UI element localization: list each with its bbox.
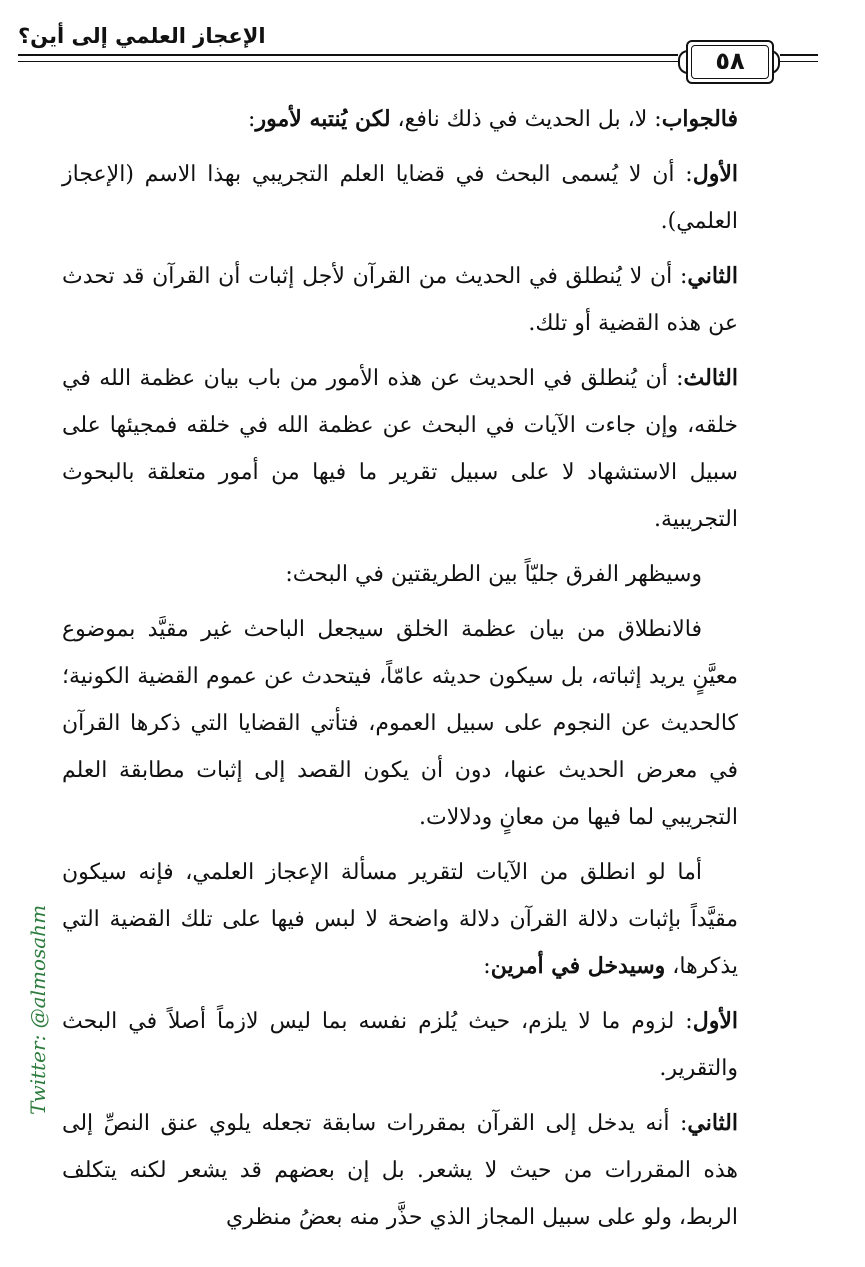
answer-lead: فالجواب xyxy=(661,106,738,132)
two-matters-colon: : xyxy=(483,954,491,979)
header-rule-right-top xyxy=(780,54,818,56)
header-rule-left-top xyxy=(18,54,678,56)
body-text xyxy=(62,96,738,1249)
starting-from-verses-text: أما لو انطلق من الآيات لتقرير مسألة الإعجاز العلمي، فإنه سيكون مقيَّداً بإثبات دلالة القرآن دلالة واضحة لا لبس فيها على تلك القضية التي يذكرها، xyxy=(62,860,738,979)
second-point-lead: الثاني xyxy=(687,263,738,289)
paragraph-first-point xyxy=(62,151,738,245)
paragraph-starting-from-creation xyxy=(62,606,738,841)
difference-intro-text: وسيظهر الفرق جليّاً بين الطريقتين في البحث: xyxy=(285,562,702,587)
header-rule-left-bottom xyxy=(18,61,678,62)
paragraph-answer xyxy=(62,96,738,143)
page-number-box xyxy=(686,40,774,84)
paragraph-second-matter xyxy=(62,1100,738,1241)
starting-from-creation-text: فالانطلاق من بيان عظمة الخلق سيجعل الباحث غير مقيَّد بموضوع معيَّنٍ يريد إثباته، بل سيكون حديثه عامّاً، فيتحدث عن عموم القضية الكونية؛ كالحديث عن النجوم على سبيل العموم، فتأتي القضايا التي ذكرها القرآن في معرض الحديث عنها، دون أن يكون القصد إلى إثبات مطابقة العلم التجريبي لما فيها من معانٍ ودلالات. xyxy=(62,617,738,830)
first-point-text: : أن لا يُسمى البحث في قضايا العلم التجريبي بهذا الاسم (الإعجاز العلمي). xyxy=(62,162,738,234)
third-point-lead: الثالث xyxy=(683,365,738,391)
header-rule-right-bottom xyxy=(780,61,818,62)
answer-emphasis: لكن يُنتبه لأمور xyxy=(255,106,391,132)
first-matter-text: : لزوم ما لا يلزم، حيث يُلزم نفسه بما ليس لازماً أصلاً في البحث والتقرير. xyxy=(62,1009,738,1081)
paragraph-difference-intro xyxy=(62,551,738,598)
running-title: الإعجاز العلمي إلى أين؟ xyxy=(18,24,266,48)
paragraph-first-matter xyxy=(62,998,738,1092)
first-point-lead: الأول xyxy=(692,161,738,187)
answer-text: : لا، بل الحديث في ذلك نافع، xyxy=(390,107,662,132)
answer-colon: : xyxy=(248,107,256,132)
page-number: ٥٨ xyxy=(715,47,745,75)
second-matter-lead: الثاني xyxy=(687,1110,738,1136)
twitter-watermark: Twitter: @almosahm xyxy=(26,904,50,1116)
first-matter-lead: الأول xyxy=(692,1008,738,1034)
two-matters-emphasis: وسيدخل في أمرين xyxy=(490,953,666,979)
paragraph-third-point xyxy=(62,355,738,543)
third-point-text: : أن يُنطلق في الحديث عن هذه الأمور من باب بيان عظمة الله في خلقه، وإن جاءت الآيات في البحث عن عظمة الله في خلقه فمجيئها على سبيل الاستشهاد لا على سبيل تقرير ما فيها من أمور متعلقة بالبحوث التجريبية. xyxy=(62,366,738,532)
paragraph-second-point xyxy=(62,253,738,347)
second-point-text: : أن لا يُنطلق في الحديث من القرآن لأجل إثبات أن القرآن قد تحدث عن هذه القضية أو تلك. xyxy=(62,264,738,336)
paragraph-starting-from-verses xyxy=(62,849,738,990)
second-matter-text: : أنه يدخل إلى القرآن بمقررات سابقة تجعله يلوي عنق النصِّ إلى هذه المقررات من حيث لا يشعر. بل إن بعضهم قد يشعر لكنه يتكلف الربط، ولو على سبيل المجاز الذي حذَّر منه بعضُ منظري xyxy=(62,1111,738,1230)
